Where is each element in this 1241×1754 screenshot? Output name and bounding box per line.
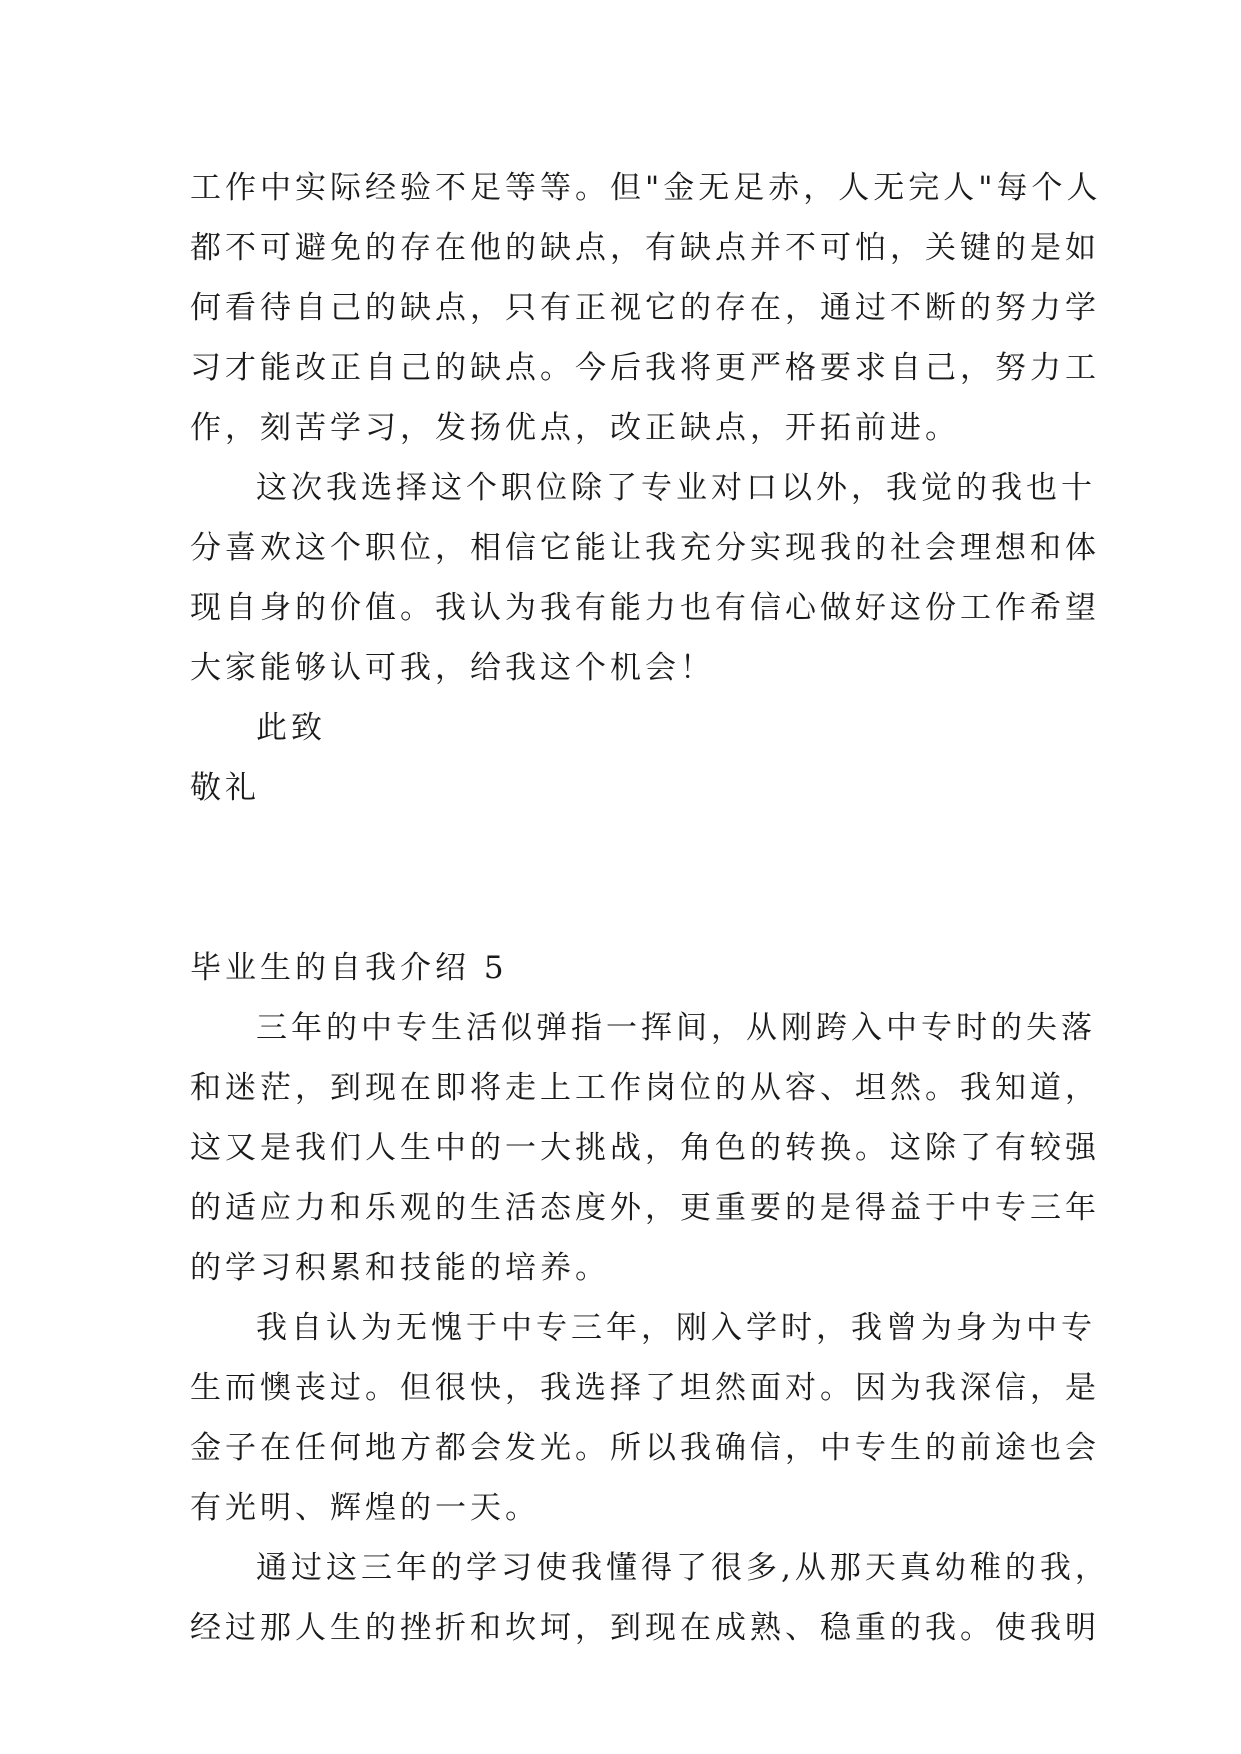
text-line: 这又是我们人生中的一大挑战，角色的转换。这除了有较强 bbox=[190, 1130, 1100, 1166]
salute-text: 敬礼 bbox=[190, 770, 260, 806]
document-page bbox=[190, 158, 1110, 1658]
text-line: 生而懊丧过。但很快，我选择了坦然面对。因为我深信，是 bbox=[190, 1370, 1100, 1406]
text-line: 分喜欢这个职位，相信它能让我充分实现我的社会理想和体 bbox=[190, 530, 1100, 566]
text-line: 的适应力和乐观的生活态度外，更重要的是得益于中专三年 bbox=[190, 1190, 1100, 1226]
text-line: 的学习积累和技能的培养。 bbox=[190, 1250, 610, 1286]
text-line: 工作中实际经验不足等等。但"金无足赤，人无完人"每个人 bbox=[190, 170, 1102, 206]
text-line: 三年的中专生活似弹指一挥间，从刚跨入中专时的失落 bbox=[256, 1010, 1096, 1046]
text-line: 经过那人生的挫折和坎坷，到现在成熟、稳重的我。使我明 bbox=[190, 1610, 1100, 1646]
text-line: 我自认为无愧于中专三年，刚入学时，我曾为身为中专 bbox=[256, 1310, 1096, 1346]
text-line: 大家能够认可我，给我这个机会！ bbox=[190, 650, 715, 686]
section-title: 毕业生的自我介绍 5 bbox=[190, 950, 508, 986]
section-spacer bbox=[190, 818, 1060, 938]
text-line: 这次我选择这个职位除了专业对口以外，我觉的我也十 bbox=[256, 470, 1096, 506]
text-line: 作，刻苦学习，发扬优点，改正缺点，开拓前进。 bbox=[190, 410, 960, 446]
text-line: 习才能改正自己的缺点。今后我将更严格要求自己，努力工 bbox=[190, 350, 1100, 386]
text-line: 有光明、辉煌的一天。 bbox=[190, 1490, 540, 1526]
text-line: 和迷茫，到现在即将走上工作岗位的从容、坦然。我知道， bbox=[190, 1070, 1100, 1106]
text-line: 金子在任何地方都会发光。所以我确信，中专生的前途也会 bbox=[190, 1430, 1100, 1466]
closing-text: 此致 bbox=[256, 710, 326, 746]
text-line: 都不可避免的存在他的缺点，有缺点并不可怕，关键的是如 bbox=[190, 230, 1100, 266]
text-line: 现自身的价值。我认为我有能力也有信心做好这份工作希望 bbox=[190, 590, 1100, 626]
text-line: 何看待自己的缺点，只有正视它的存在，通过不断的努力学 bbox=[190, 290, 1100, 326]
text-line: 通过这三年的学习使我懂得了很多,从那天真幼稚的我， bbox=[256, 1550, 1110, 1586]
